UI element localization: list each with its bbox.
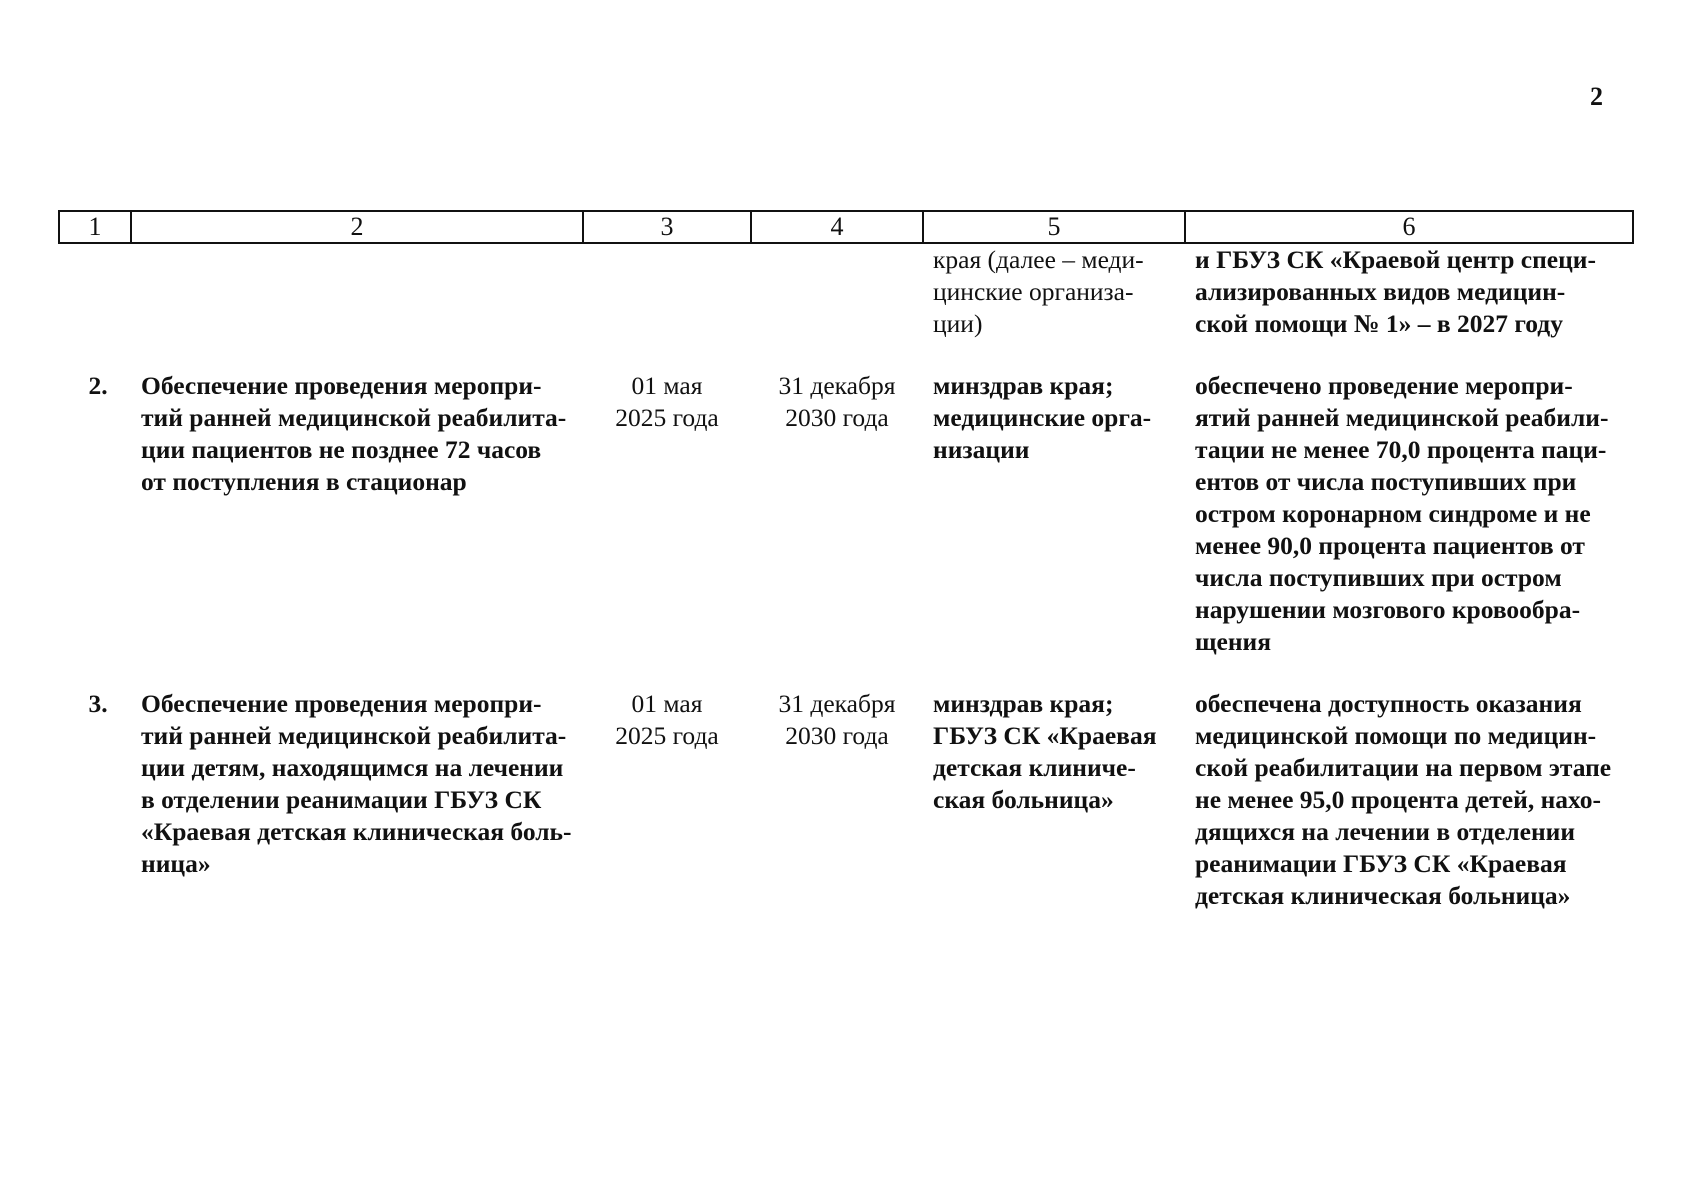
row-end-date	[751, 340, 923, 658]
header-col-5: 5	[923, 211, 1185, 243]
header-col-2: 2	[131, 211, 583, 243]
row-number: 3.	[88, 689, 108, 718]
row-result-text: обеспечено проведение меропри- ятий ранней медицинской реабили- тации не менее 70,0 процента паци- ентов от числа поступивших при остром коронарном синдроме и не менее 90,0 процента пациентов от числа поступивших при остром нарушении мозгового кровообра- щения	[1195, 371, 1609, 656]
header-row	[59, 211, 1633, 243]
row-description	[131, 658, 583, 912]
header-col-3: 3	[583, 211, 751, 243]
row-description	[131, 340, 583, 658]
plan-table	[58, 210, 1634, 912]
continuation-responsible-text: края (далее – меди- цинские организа- ции)	[933, 245, 1144, 338]
continuation-result	[1185, 243, 1633, 340]
continuation-row	[59, 243, 1633, 340]
row-responsible	[923, 340, 1185, 658]
header-col-1: 1	[59, 211, 131, 243]
row-start-date-text: 01 мая 2025 года	[615, 371, 719, 432]
continuation-responsible	[923, 243, 1185, 340]
row-description-text: Обеспечение проведения меропри- тий ранней медицинской реабилита- ции пациентов не позднее 72 часов от поступления в стационар	[141, 371, 567, 496]
row-end-date	[751, 658, 923, 912]
row-result	[1185, 340, 1633, 658]
row-responsible-text: минздрав края; медицинские орга- низации	[933, 371, 1152, 464]
header-col-6: 6	[1185, 211, 1633, 243]
row-start-date-text: 01 мая 2025 года	[615, 689, 719, 750]
row-start-date	[583, 658, 751, 912]
row-description-text: Обеспечение проведения меропри- тий ранней медицинской реабилита- ции детям, находящимся на лечении в отделении реанимации ГБУЗ СК «Краевая детская клиническая боль- ница»	[141, 689, 572, 878]
row-responsible-text: минздрав края; ГБУЗ СК «Краевая детская клиниче- ская больница»	[933, 689, 1157, 814]
row-responsible	[923, 658, 1185, 912]
row-end-date-text: 31 декабря 2030 года	[778, 689, 896, 750]
header-col-4: 4	[751, 211, 923, 243]
page-number: 2	[1590, 82, 1603, 111]
row-result	[1185, 658, 1633, 912]
table-row	[59, 340, 1633, 658]
row-number: 2.	[88, 371, 108, 400]
continuation-result-text: и ГБУЗ СК «Краевой центр специ- ализированных видов медицин- ской помощи № 1» – в 2027 году	[1195, 245, 1596, 338]
row-result-text: обеспечена доступность оказания медицинской помощи по медицин- ской реабилитации на первом этапе не менее 95,0 процента детей, нахо- дящихся на лечении в отделении реанимации ГБУЗ СК «Краевая детская клиническая больница»	[1195, 689, 1612, 910]
table-row	[59, 658, 1633, 912]
row-end-date-text: 31 декабря 2030 года	[778, 371, 896, 432]
row-start-date	[583, 340, 751, 658]
table-header	[59, 211, 1633, 243]
